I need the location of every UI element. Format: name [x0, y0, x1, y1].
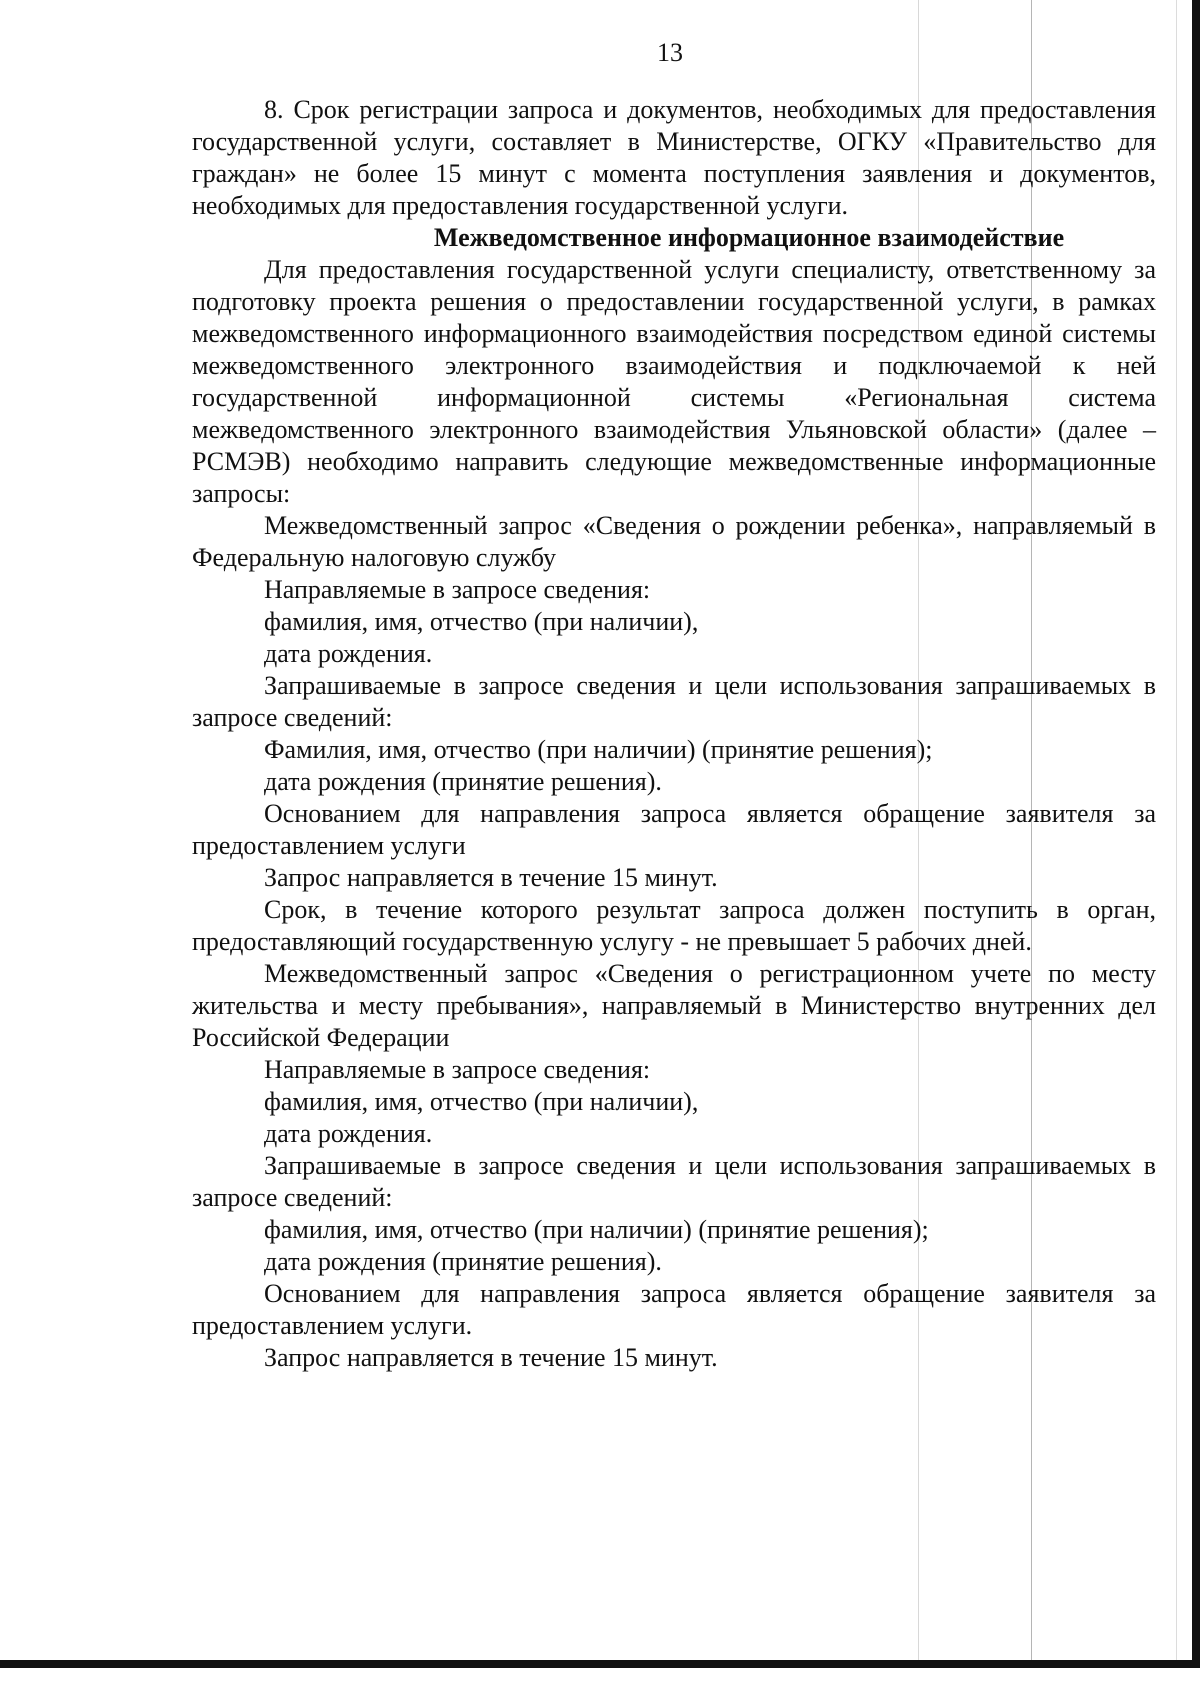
request-1-requested-item: Фамилия, имя, отчество (при наличии) (принятие решения); [264, 735, 933, 764]
request-1-timing: Запрос направляется в течение 15 минут. [264, 863, 718, 892]
scan-border-right [1192, 0, 1200, 1668]
section-heading: Межведомственное информационное взаимодействие [433, 223, 1065, 252]
request-1-basis: Основанием для направления запроса является обращение заявителя за предоставлением услуги [192, 799, 1156, 860]
request-2-sent-item: дата рождения. [264, 1119, 433, 1148]
request-2-requested-item: дата рождения (принятие решения). [264, 1247, 662, 1276]
request-2-basis: Основанием для направления запроса является обращение заявителя за предоставлением услуги. [192, 1279, 1156, 1340]
request-1-sent-label: Направляемые в запросе сведения: [264, 575, 651, 604]
scan-border-bottom [0, 1660, 1200, 1668]
scan-artifact-line [1176, 0, 1177, 1660]
request-2-requested-item: фамилия, имя, отчество (при наличии) (принятие решения); [264, 1215, 929, 1244]
document-body [192, 94, 1156, 1374]
request-1-deadline: Срок, в течение которого результат запроса должен поступить в орган, предоставляющий государственную услугу - не превышает 5 рабочих дней. [192, 895, 1156, 956]
request-2-title: Межведомственный запрос «Сведения о регистрационном учете по месту жительства и месту пребывания», направляемый в Министерство внутренних дел Российской Федерации [192, 959, 1156, 1052]
request-2-sent-label: Направляемые в запросе сведения: [264, 1055, 651, 1084]
request-1-requested-label: Запрашиваемые в запросе сведения и цели использования запрашиваемых в запросе сведений: [192, 671, 1156, 732]
intro-paragraph: Для предоставления государственной услуги специалисту, ответственному за подготовку проекта решения о предоставлении государственной услуги, в рамках межведомственного информационного взаимодействия посредством единой системы межведомственного электронного взаимодействия и подключаемой к ней государственной информационной системы «Региональная система межведомственного электронного взаимодействия Ульяновской области» (далее – РСМЭВ) необходимо направить следующие межведомственные информационные запросы: [192, 255, 1156, 508]
request-1-requested-item: дата рождения (принятие решения). [264, 767, 662, 796]
request-2-timing: Запрос направляется в течение 15 минут. [264, 1343, 718, 1372]
request-2-sent-item: фамилия, имя, отчество (при наличии), [264, 1087, 699, 1116]
request-1-sent-item: дата рождения. [264, 639, 433, 668]
request-2-requested-label: Запрашиваемые в запросе сведения и цели использования запрашиваемых в запросе сведений: [192, 1151, 1156, 1212]
page-number: 13 [657, 38, 683, 67]
request-1-sent-item: фамилия, имя, отчество (при наличии), [264, 607, 699, 636]
paragraph-8: 8. Срок регистрации запроса и документов, необходимых для предоставления государственной услуги, составляет в Министерстве, ОГКУ «Правительство для граждан» не более 15 минут с момента поступления заявления и документов, необходимых для предоставления государственной услуги. [192, 95, 1156, 220]
request-1-title: Межведомственный запрос «Сведения о рождении ребенка», направляемый в Федеральную налоговую службу [192, 511, 1156, 572]
